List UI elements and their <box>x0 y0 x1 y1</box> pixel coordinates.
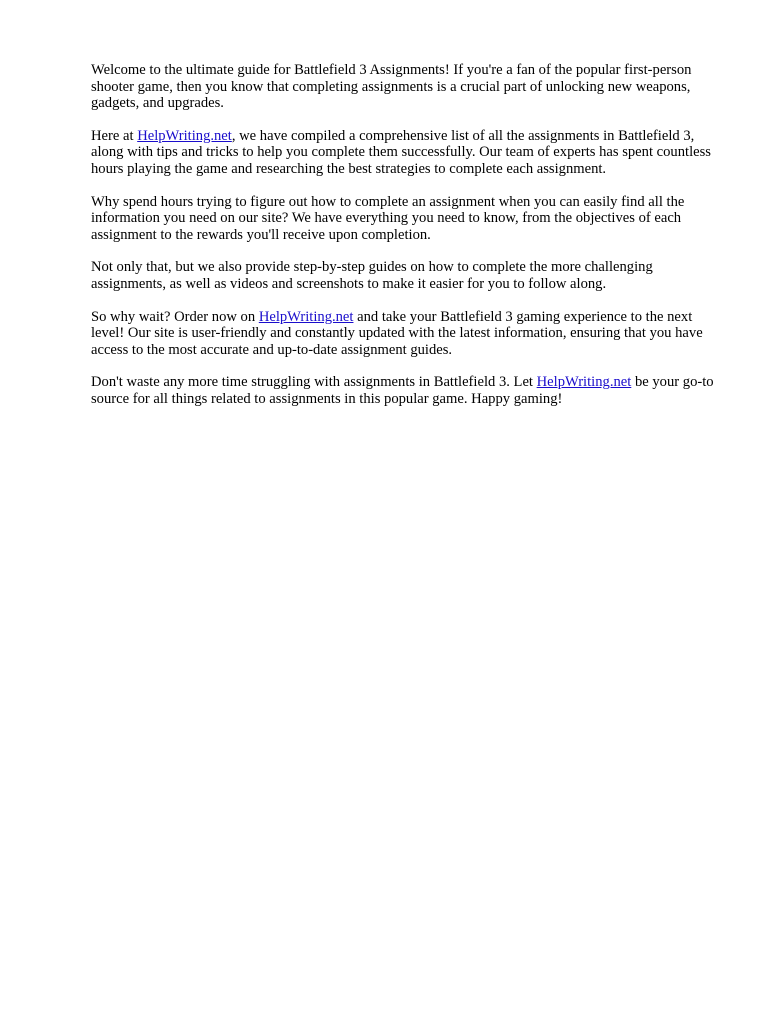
step-by-step-paragraph <box>91 259 719 292</box>
document-page <box>91 62 719 424</box>
helpwriting-link[interactable]: HelpWriting.net <box>137 127 232 144</box>
closing-paragraph <box>91 374 719 407</box>
paragraph-text-after-link: be your go-to source for all things related to assignments in this popular game. Happy gaming! <box>91 374 714 407</box>
helpwriting-link[interactable]: HelpWriting.net <box>536 374 632 391</box>
paragraph-text-before-link: So why wait? Order now on <box>91 308 259 325</box>
paragraph-text: Why spend hours trying to figure out how to complete an assignment when you can easily find all the information you need on our site? We have everything you need to know, from the objectives of each assignment to the rewards you'll receive upon completion. <box>91 193 685 243</box>
intro-paragraph <box>91 62 719 112</box>
helpwriting-intro-paragraph <box>91 128 719 178</box>
order-now-paragraph <box>91 309 719 359</box>
paragraph-text-after-link: , we have compiled a comprehensive list of all the assignments in Battlefield 3, along with tips and tricks to help you complete them successfully. Our team of experts has spent countless hours playing the game and researching the best strategies to complete each assignment. <box>91 127 711 177</box>
paragraph-text-before-link: Don't waste any more time struggling with assignments in Battlefield 3. Let <box>91 374 537 391</box>
why-spend-hours-paragraph <box>91 194 719 244</box>
helpwriting-link[interactable]: HelpWriting.net <box>258 308 354 325</box>
paragraph-text: Not only that, but we also provide step-by-step guides on how to complete the more challenging assignments, as well as videos and screenshots to make it easier for you to follow along. <box>91 259 653 292</box>
paragraph-text-after-link: and take your Battlefield 3 gaming experience to the next level! Our site is user-friendly and constantly updated with the latest information, ensuring that you have access to the most accurate and up-to-date assignment guides. <box>91 308 703 358</box>
paragraph-text-before-link: Here at <box>91 127 138 144</box>
intro-text: Welcome to the ultimate guide for Battlefield 3 Assignments! If you're a fan of the popular first-person shooter game, then you know that completing assignments is a crucial part of unlocking new weapons, gadgets, and upgrades. <box>91 62 692 112</box>
